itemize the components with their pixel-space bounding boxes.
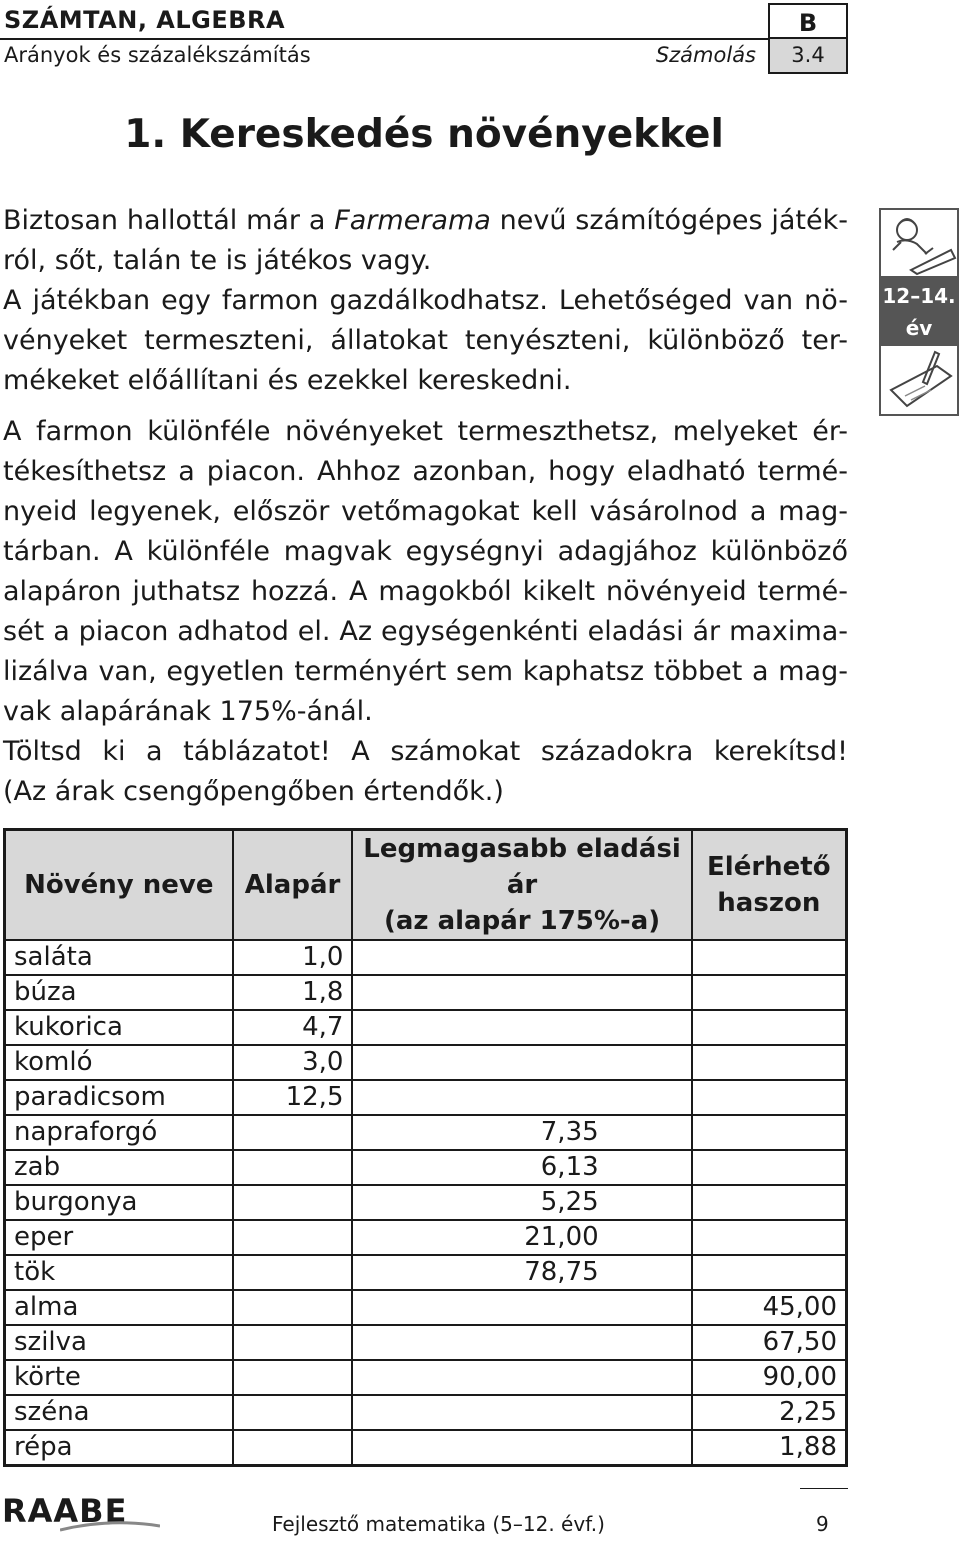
cell-base-price [233,1360,353,1395]
cell-profit: 1,88 [692,1430,847,1466]
pen-writing-icon [881,346,957,414]
text-line: sét a piacon adhatod el. Az egységenkénti eladási ár maxima- [3,616,848,647]
task-instruction: Töltsd ki a táblázatot! A számokat századokra kerekítsd! [3,736,848,767]
cell-max-price [352,1395,691,1430]
section-topic: Arányok és százalékszámítás [4,43,311,67]
age-unit: év [905,316,933,340]
table-row [5,1185,847,1220]
cell-profit [692,1080,847,1115]
text-line: nyeid legyenek, először vetőmagokat kell vásárolnod a mag- [3,496,848,527]
cell-plant-name: zab [5,1150,233,1185]
cell-max-price: 5,25 [352,1185,691,1220]
cell-profit [692,1045,847,1080]
cell-max-price: 6,13 [352,1150,691,1185]
cell-max-price [352,1360,691,1395]
exercise-type: Számolás [655,43,756,67]
cell-max-price [352,940,691,975]
cell-base-price [233,1115,353,1150]
page-title: 1. Kereskedés növényekkel [124,112,724,157]
body-paragraph [3,412,848,812]
cell-profit [692,975,847,1010]
table-row [5,1080,847,1115]
text-line: vak alapárának 175%-ánál. [3,696,373,727]
cell-base-price [233,1185,353,1220]
cell-profit [692,1220,847,1255]
text-line: alapáron juthatsz hozzá. A magokból kikelt növényeid termé- [3,576,848,607]
table-header-row [5,830,847,941]
cell-base-price [233,1255,353,1290]
book-title: Fejlesztő matematika (5–12. évf.) [272,1512,605,1536]
text-line: Biztosan hallottál már a Farmerama nevű számítógépes játék- [3,205,849,236]
cell-base-price: 3,0 [233,1045,353,1080]
text-line: vényeket termeszteni, állatokat tenyészteni, különböző ter- [3,325,848,356]
game-name: Farmerama [334,205,491,236]
header-max-price: Legmagasabb eladási ár (az alapár 175%-a) [352,830,691,941]
cell-profit: 2,25 [692,1395,847,1430]
cell-plant-name: széna [5,1395,233,1430]
header-plant-name: Növény neve [5,830,233,941]
table-row [5,1395,847,1430]
cell-max-price: 21,00 [352,1220,691,1255]
cell-max-price [352,1080,691,1115]
header-rule [0,38,768,40]
cell-base-price: 1,0 [233,940,353,975]
text-line: (Az árak csengőpengőben értendők.) [3,776,504,807]
cell-base-price [233,1395,353,1430]
cell-max-price [352,1010,691,1045]
plant-price-table [3,828,848,1467]
page-number: 9 [816,1512,829,1536]
text-line: ról, sőt, talán te is játékos vagy. [3,245,432,276]
table-row [5,1010,847,1045]
footer-rule [800,1488,848,1489]
cell-plant-name: tök [5,1255,233,1290]
text-line: tékesíthetsz a piacon. Ahhoz azonban, hogy eladható termé- [3,456,848,487]
cell-profit [692,1150,847,1185]
cell-base-price [233,1220,353,1255]
cell-plant-name: komló [5,1045,233,1080]
table-row [5,940,847,975]
cell-max-price [352,1290,691,1325]
cell-plant-name: eper [5,1220,233,1255]
cell-base-price: 1,8 [233,975,353,1010]
cell-max-price: 7,35 [352,1115,691,1150]
intro-paragraph [3,201,848,401]
exercise-code: 3.4 [768,37,848,74]
table-row [5,1150,847,1185]
logo-swoosh [60,1520,160,1532]
table-row [5,1360,847,1395]
level-badge: B [768,3,848,39]
text-line: lizálva van, egyetlen terményért sem kaphatsz többet a mag- [3,656,848,687]
table-row [5,1115,847,1150]
cell-plant-name: napraforgó [5,1115,233,1150]
cell-max-price [352,1325,691,1360]
cell-profit: 67,50 [692,1325,847,1360]
cell-plant-name: kukorica [5,1010,233,1045]
cell-base-price [233,1290,353,1325]
cell-profit [692,1255,847,1290]
cell-base-price: 12,5 [233,1080,353,1115]
text-line: tárban. A különféle magvak egységnyi adagjához különböző [3,536,848,567]
cell-profit: 45,00 [692,1290,847,1325]
cell-max-price: 78,75 [352,1255,691,1290]
cell-max-price [352,975,691,1010]
header-base-price: Alapár [233,830,353,941]
cell-plant-name: alma [5,1290,233,1325]
age-range: 12–14. [882,284,956,308]
cell-plant-name: saláta [5,940,233,975]
table-row [5,975,847,1010]
cell-plant-name: búza [5,975,233,1010]
cell-plant-name: szilva [5,1325,233,1360]
text-line: mékeket előállítani és ezekkel kereskedni. [3,365,572,396]
child-writing-icon [881,210,957,276]
table-row [5,1045,847,1080]
cell-profit: 90,00 [692,1360,847,1395]
cell-profit [692,1115,847,1150]
cell-plant-name: paradicsom [5,1080,233,1115]
cell-plant-name: burgonya [5,1185,233,1220]
table-row [5,1290,847,1325]
table-row [5,1220,847,1255]
text-line: A farmon különféle növényeket termeszthetsz, melyeket ér- [3,416,848,447]
cell-base-price [233,1325,353,1360]
table-row [5,1430,847,1466]
cell-base-price [233,1150,353,1185]
cell-base-price [233,1430,353,1466]
cell-plant-name: körte [5,1360,233,1395]
cell-max-price [352,1430,691,1466]
text-line: A játékban egy farmon gazdálkodhatsz. Lehetőséged van nö- [3,285,848,316]
section-subject: SZÁMTAN, ALGEBRA [4,6,286,34]
cell-max-price [352,1045,691,1080]
cell-profit [692,1010,847,1045]
header-profit: Elérhető haszon [692,830,847,941]
cell-profit [692,940,847,975]
table-row [5,1255,847,1290]
table-row [5,1325,847,1360]
cell-profit [692,1185,847,1220]
cell-base-price: 4,7 [233,1010,353,1045]
publisher-logo: RAABE [2,1492,128,1530]
cell-plant-name: répa [5,1430,233,1466]
